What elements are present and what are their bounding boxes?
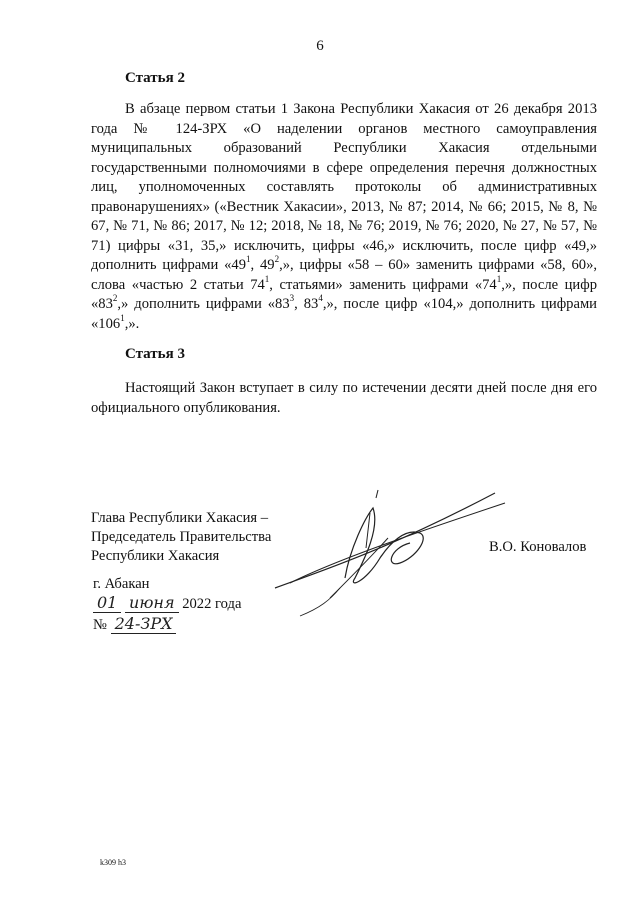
- article-2-text-part: , статьями» заменить цифрами «74: [269, 276, 497, 293]
- article-2-text-part: ,», цифры «58 – 60» заменить цифрами «58, 60», слова «частью 2 статьи 74: [91, 257, 598, 293]
- signatory-title-line: Глава Республики Хакасия –: [91, 510, 269, 526]
- superscript: 1: [120, 312, 125, 323]
- superscript: 1: [246, 254, 251, 265]
- signatory-title-block: [91, 509, 271, 566]
- article-3-heading: Статья 3: [125, 346, 185, 362]
- superscript: 1: [496, 273, 502, 284]
- signatory-name: В.О. Коновалов: [489, 539, 587, 555]
- footer-code: k309 h3: [100, 858, 126, 867]
- article-3-paragraph: Настоящий Закон вступает в силу по истечении десяти дней после дня его официального опубликования.: [91, 380, 597, 416]
- superscript: 3: [289, 293, 295, 304]
- date-year: 2022 года: [182, 596, 242, 612]
- place-of-signing: г. Абакан: [93, 576, 150, 592]
- article-2-text-part: ,» дополнить цифрами «83: [117, 296, 290, 312]
- article-2-heading: Статья 2: [125, 70, 185, 86]
- date-line: [93, 593, 241, 613]
- signatory-title-line: Республики Хакасия: [91, 548, 220, 564]
- handwritten-signature: [270, 488, 510, 618]
- signatory-title-line: Председатель Правительства: [91, 529, 272, 545]
- page-number: 6: [316, 38, 324, 54]
- article-2-text-part: ,».: [124, 315, 140, 332]
- article-2-text-part: ,», после цифр «104,» дополнить цифрами «106: [91, 296, 597, 332]
- handwritten-day: 01: [93, 593, 121, 613]
- superscript: 2: [112, 293, 118, 304]
- handwritten-law-number: 24-ЗРХ: [111, 614, 177, 634]
- law-number-line: [93, 614, 176, 634]
- handwritten-month: июня: [125, 593, 179, 613]
- superscript: 2: [274, 254, 280, 265]
- number-prefix: №: [93, 617, 107, 633]
- superscript: 4: [318, 293, 323, 304]
- article-2-paragraph: [91, 100, 597, 334]
- superscript: 1: [264, 273, 270, 284]
- article-2-text-part: ,», после цифр «83: [91, 276, 597, 312]
- article-2-text-part: , 49: [250, 257, 275, 273]
- article-2-text-part: , 83: [294, 296, 319, 312]
- article-2-text-part: В абзаце первом статьи 1 Закона Республики Хакасия от 26 декабря 2013 года № 124-ЗРХ «О наделении органов местного самоуправления муниципальных образований Республики Хакасия отдельными государственными полномочиями в сфере определения перечня должностных лиц, уполномоченных составлять протоколы об административных правонарушениях» («Вестник Хакасии», 2013, № 87; 2014, № 66; 2015, № 8, № 67, № 71, № 86; 2017, № 12; 2018, № 18, № 76; 2019, № 76; 2020, № 27, № 57, № 71) цифры «31, 35,» исключить, цифры «46,» исключить, после цифр «49,» дополнить цифрами «49: [91, 101, 597, 273]
